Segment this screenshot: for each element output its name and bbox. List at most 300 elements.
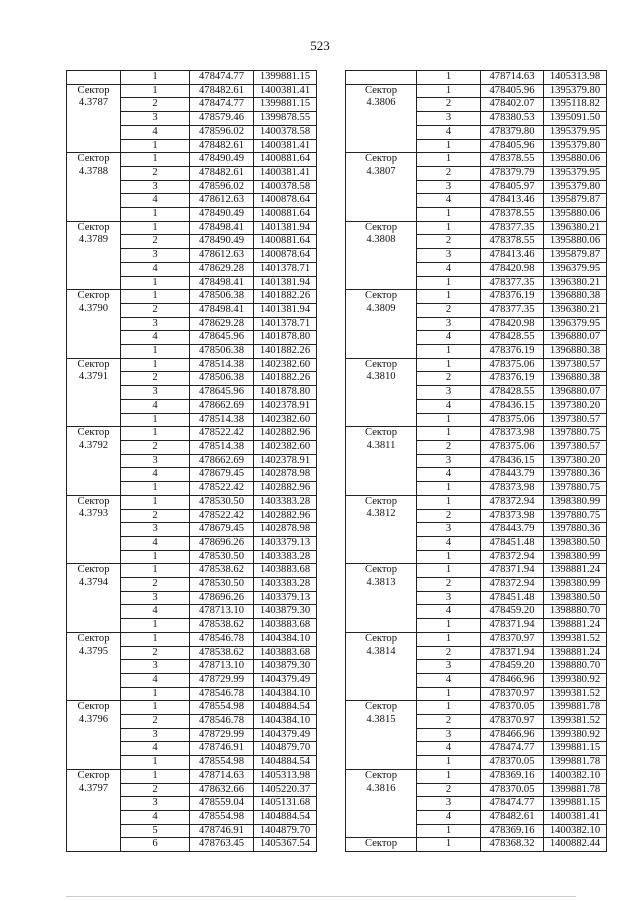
x-coordinate-cell: 478662.69: [190, 454, 254, 468]
table-row: [67, 358, 317, 372]
y-coordinate-cell: 1403883.68: [254, 564, 317, 578]
point-number-cell: 4: [417, 399, 481, 413]
x-coordinate-cell: 478370.05: [481, 701, 544, 715]
sector-name-cell: [346, 838, 417, 852]
x-coordinate-cell: 478645.96: [190, 386, 254, 400]
table-row: [67, 221, 317, 235]
sector-name-cell: [67, 495, 121, 564]
sector-number: 4.3788: [78, 165, 109, 177]
point-number-cell: 2: [417, 235, 481, 249]
point-number-cell: 4: [417, 673, 481, 687]
x-coordinate-cell: 478436.15: [481, 399, 544, 413]
y-coordinate-cell: 1405313.98: [254, 769, 317, 783]
point-number-cell: 1: [417, 358, 481, 372]
point-number-cell: 4: [417, 194, 481, 208]
point-number-cell: 2: [121, 303, 190, 317]
point-number-cell: 3: [121, 454, 190, 468]
point-number-cell: 1: [121, 769, 190, 783]
y-coordinate-cell: 1404384.10: [254, 687, 317, 701]
point-number-cell: 1: [121, 427, 190, 441]
y-coordinate-cell: 1403379.13: [254, 536, 317, 550]
x-coordinate-cell: 478554.98: [190, 701, 254, 715]
x-coordinate-cell: 478713.10: [190, 660, 254, 674]
sector-number: 4.3814: [366, 645, 396, 657]
point-number-cell: 1: [121, 632, 190, 646]
page-number: 523: [310, 38, 330, 53]
coordinates-table-right: [345, 70, 607, 852]
y-coordinate-cell: 1404379.49: [254, 728, 317, 742]
y-coordinate-cell: 1396380.21: [544, 221, 607, 235]
point-number-cell: 1: [417, 427, 481, 441]
x-coordinate-cell: 478629.28: [190, 262, 254, 276]
x-coordinate-cell: 478378.55: [481, 235, 544, 249]
y-coordinate-cell: 1404879.70: [254, 742, 317, 756]
x-coordinate-cell: 478371.94: [481, 564, 544, 578]
table-row: [67, 495, 317, 509]
x-coordinate-cell: 478428.55: [481, 386, 544, 400]
x-coordinate-cell: 478506.38: [190, 290, 254, 304]
point-number-cell: 1: [121, 276, 190, 290]
x-coordinate-cell: 478632.66: [190, 783, 254, 797]
point-number-cell: 4: [121, 536, 190, 550]
y-coordinate-cell: 1398880.70: [544, 660, 607, 674]
table-row: [346, 71, 607, 85]
x-coordinate-cell: 478451.48: [481, 536, 544, 550]
x-coordinate-cell: 478498.41: [190, 303, 254, 317]
point-number-cell: 1: [417, 84, 481, 98]
point-number-cell: 1: [121, 345, 190, 359]
point-number-cell: 3: [121, 728, 190, 742]
y-coordinate-cell: 1395379.80: [544, 180, 607, 194]
x-coordinate-cell: 478714.63: [190, 769, 254, 783]
y-coordinate-cell: 1397880.36: [544, 523, 607, 537]
x-coordinate-cell: 478378.55: [481, 153, 544, 167]
table-row: [67, 701, 317, 715]
point-number-cell: 4: [417, 125, 481, 139]
x-coordinate-cell: 478679.45: [190, 523, 254, 537]
y-coordinate-cell: 1395379.95: [544, 166, 607, 180]
y-coordinate-cell: 1398380.99: [544, 550, 607, 564]
point-number-cell: 3: [417, 180, 481, 194]
point-number-cell: 1: [417, 345, 481, 359]
x-coordinate-cell: 478376.19: [481, 372, 544, 386]
x-coordinate-cell: 478482.61: [481, 810, 544, 824]
x-coordinate-cell: 478482.61: [190, 84, 254, 98]
table-row: [346, 290, 607, 304]
point-number-cell: 2: [417, 372, 481, 386]
sector-label: Сектор: [365, 84, 397, 96]
x-coordinate-cell: 478579.46: [190, 112, 254, 126]
point-number-cell: 3: [121, 591, 190, 605]
point-number-cell: 2: [417, 715, 481, 729]
point-number-cell: 4: [417, 742, 481, 756]
sector-name-cell: [67, 358, 121, 427]
y-coordinate-cell: 1397380.20: [544, 454, 607, 468]
x-coordinate-cell: 478546.78: [190, 715, 254, 729]
y-coordinate-cell: 1401882.26: [254, 345, 317, 359]
table-row: [346, 495, 607, 509]
point-number-cell: 4: [417, 468, 481, 482]
y-coordinate-cell: 1395880.06: [544, 153, 607, 167]
point-number-cell: 1: [417, 619, 481, 633]
table-row: [346, 838, 607, 852]
x-coordinate-cell: 478546.78: [190, 632, 254, 646]
x-coordinate-cell: 478451.48: [481, 591, 544, 605]
table-row: [346, 358, 607, 372]
x-coordinate-cell: 478538.62: [190, 646, 254, 660]
x-coordinate-cell: 478420.98: [481, 317, 544, 331]
x-coordinate-cell: 478370.97: [481, 632, 544, 646]
y-coordinate-cell: 1404879.70: [254, 824, 317, 838]
y-coordinate-cell: 1399881.78: [544, 783, 607, 797]
x-coordinate-cell: 478375.06: [481, 440, 544, 454]
sector-label: Сектор: [365, 358, 397, 370]
y-coordinate-cell: 1397880.75: [544, 509, 607, 523]
x-coordinate-cell: 478662.69: [190, 399, 254, 413]
point-number-cell: 2: [121, 715, 190, 729]
x-coordinate-cell: 478596.02: [190, 180, 254, 194]
x-coordinate-cell: 478530.50: [190, 550, 254, 564]
x-coordinate-cell: 478373.98: [481, 427, 544, 441]
point-number-cell: 1: [417, 769, 481, 783]
point-number-cell: 4: [417, 331, 481, 345]
sector-number: 4.3809: [366, 302, 396, 314]
sector-number: 4.3792: [78, 439, 109, 451]
sector-label: Сектор: [77, 290, 110, 302]
y-coordinate-cell: 1405220.37: [254, 783, 317, 797]
x-coordinate-cell: 478405.97: [481, 180, 544, 194]
table-row: [346, 701, 607, 715]
point-number-cell: 1: [121, 550, 190, 564]
sector-number: 4.3810: [366, 371, 396, 383]
point-number-cell: 3: [121, 523, 190, 537]
x-coordinate-cell: 478420.98: [481, 262, 544, 276]
x-coordinate-cell: 478679.45: [190, 468, 254, 482]
sector-name-cell: [346, 221, 417, 290]
point-number-cell: 1: [417, 632, 481, 646]
y-coordinate-cell: 1395880.06: [544, 208, 607, 222]
point-number-cell: 1: [417, 153, 481, 167]
x-coordinate-cell: 478405.96: [481, 139, 544, 153]
x-coordinate-cell: 478559.04: [190, 797, 254, 811]
x-coordinate-cell: 478376.19: [481, 345, 544, 359]
coordinates-table-left: [66, 70, 317, 852]
y-coordinate-cell: 1395379.95: [544, 125, 607, 139]
sector-name-cell: [346, 153, 417, 222]
x-coordinate-cell: 478368.32: [481, 838, 544, 852]
y-coordinate-cell: 1402882.96: [254, 482, 317, 496]
point-number-cell: 1: [417, 687, 481, 701]
sector-label: Сектор: [365, 769, 397, 781]
y-coordinate-cell: 1398380.99: [544, 578, 607, 592]
point-number-cell: 2: [121, 235, 190, 249]
x-coordinate-cell: 478371.94: [481, 646, 544, 660]
x-coordinate-cell: 478372.94: [481, 550, 544, 564]
sector-name-cell: [346, 71, 417, 85]
x-coordinate-cell: 478506.38: [190, 372, 254, 386]
table-body-right: [346, 71, 607, 852]
point-number-cell: 4: [121, 262, 190, 276]
y-coordinate-cell: 1401381.94: [254, 221, 317, 235]
x-coordinate-cell: 478490.49: [190, 153, 254, 167]
y-coordinate-cell: 1401882.26: [254, 372, 317, 386]
point-number-cell: 1: [417, 756, 481, 770]
table-row: [346, 427, 607, 441]
y-coordinate-cell: 1399881.15: [544, 797, 607, 811]
x-coordinate-cell: 478378.55: [481, 208, 544, 222]
sector-name-cell: [346, 701, 417, 770]
x-coordinate-cell: 478522.42: [190, 427, 254, 441]
y-coordinate-cell: 1397380.57: [544, 440, 607, 454]
point-number-cell: 1: [121, 482, 190, 496]
x-coordinate-cell: 478490.49: [190, 208, 254, 222]
table-row: [67, 71, 317, 85]
y-coordinate-cell: 1395879.87: [544, 194, 607, 208]
x-coordinate-cell: 478696.26: [190, 591, 254, 605]
sector-label: Сектор: [365, 632, 397, 644]
y-coordinate-cell: 1401378.71: [254, 317, 317, 331]
y-coordinate-cell: 1404884.54: [254, 810, 317, 824]
y-coordinate-cell: 1401381.94: [254, 276, 317, 290]
point-number-cell: 2: [121, 372, 190, 386]
y-coordinate-cell: 1396380.21: [544, 276, 607, 290]
point-number-cell: 5: [121, 824, 190, 838]
sector-name-cell: [67, 769, 121, 851]
sector-label: Сектор: [365, 564, 397, 576]
x-coordinate-cell: 478413.46: [481, 249, 544, 263]
y-coordinate-cell: 1403379.13: [254, 591, 317, 605]
sector-label: Сектор: [77, 84, 110, 96]
sector-label: Сектор: [77, 701, 110, 713]
y-coordinate-cell: 1401882.26: [254, 290, 317, 304]
y-coordinate-cell: 1400382.10: [544, 769, 607, 783]
sector-number: 4.3791: [78, 371, 109, 383]
point-number-cell: 2: [417, 98, 481, 112]
sector-name-cell: [67, 564, 121, 633]
point-number-cell: 1: [417, 290, 481, 304]
x-coordinate-cell: 478482.61: [190, 139, 254, 153]
point-number-cell: 1: [417, 824, 481, 838]
y-coordinate-cell: 1401878.80: [254, 331, 317, 345]
y-coordinate-cell: 1399381.52: [544, 715, 607, 729]
table-row: [67, 769, 317, 783]
y-coordinate-cell: 1405313.98: [544, 71, 607, 85]
point-number-cell: 4: [417, 262, 481, 276]
sector-number: 4.3813: [366, 577, 396, 588]
y-coordinate-cell: 1398380.99: [544, 495, 607, 509]
x-coordinate-cell: 478466.96: [481, 673, 544, 687]
y-coordinate-cell: 1404884.54: [254, 701, 317, 715]
point-number-cell: 2: [417, 578, 481, 592]
x-coordinate-cell: 478554.98: [190, 756, 254, 770]
point-number-cell: 2: [121, 440, 190, 454]
point-number-cell: 1: [121, 413, 190, 427]
table-row: [346, 769, 607, 783]
y-coordinate-cell: 1396880.38: [544, 290, 607, 304]
y-coordinate-cell: 1403383.28: [254, 495, 317, 509]
x-coordinate-cell: 478443.79: [481, 468, 544, 482]
sector-name-cell: [67, 427, 121, 496]
y-coordinate-cell: 1400881.64: [254, 235, 317, 249]
point-number-cell: 2: [121, 578, 190, 592]
point-number-cell: 3: [417, 523, 481, 537]
sector-label: Сектор: [77, 564, 110, 576]
x-coordinate-cell: 478474.77: [190, 71, 254, 85]
point-number-cell: 4: [121, 125, 190, 139]
y-coordinate-cell: 1400878.64: [254, 194, 317, 208]
point-number-cell: 1: [417, 413, 481, 427]
sector-name-cell: [67, 153, 121, 222]
y-coordinate-cell: 1402382.60: [254, 413, 317, 427]
x-coordinate-cell: 478490.49: [190, 235, 254, 249]
point-number-cell: 1: [417, 71, 481, 85]
x-coordinate-cell: 478530.50: [190, 578, 254, 592]
sector-number: 4.3816: [366, 782, 396, 794]
x-coordinate-cell: 478696.26: [190, 536, 254, 550]
y-coordinate-cell: 1404384.10: [254, 715, 317, 729]
sector-label: Сектор: [365, 838, 397, 850]
y-coordinate-cell: 1402882.96: [254, 427, 317, 441]
x-coordinate-cell: 478474.77: [481, 742, 544, 756]
x-coordinate-cell: 478371.94: [481, 619, 544, 633]
sector-label: Сектор: [77, 153, 110, 165]
x-coordinate-cell: 478596.02: [190, 125, 254, 139]
y-coordinate-cell: 1398380.50: [544, 591, 607, 605]
sector-number: 4.3797: [78, 782, 109, 794]
point-number-cell: 2: [121, 509, 190, 523]
point-number-cell: 4: [417, 536, 481, 550]
y-coordinate-cell: 1402378.91: [254, 454, 317, 468]
point-number-cell: 3: [121, 180, 190, 194]
sector-label: Сектор: [365, 290, 397, 302]
y-coordinate-cell: 1403883.68: [254, 619, 317, 633]
y-coordinate-cell: 1403383.28: [254, 550, 317, 564]
y-coordinate-cell: 1400378.58: [254, 180, 317, 194]
sector-name-cell: [67, 632, 121, 701]
y-coordinate-cell: 1399381.52: [544, 687, 607, 701]
sector-label: Сектор: [365, 221, 397, 233]
sector-label: Сектор: [77, 358, 110, 370]
point-number-cell: 2: [417, 509, 481, 523]
sector-number: 4.3808: [366, 234, 396, 246]
x-coordinate-cell: 478482.61: [190, 166, 254, 180]
y-coordinate-cell: 1400381.41: [254, 166, 317, 180]
point-number-cell: 1: [417, 701, 481, 715]
sector-label: Сектор: [365, 153, 397, 165]
sector-name-cell: [346, 290, 417, 359]
point-number-cell: 6: [121, 838, 190, 852]
x-coordinate-cell: 478546.78: [190, 687, 254, 701]
point-number-cell: 3: [417, 591, 481, 605]
sector-name-cell: [346, 427, 417, 496]
y-coordinate-cell: 1403879.30: [254, 660, 317, 674]
sector-number: 4.3787: [78, 97, 109, 109]
point-number-cell: 1: [121, 619, 190, 633]
y-coordinate-cell: 1399881.15: [254, 71, 317, 85]
y-coordinate-cell: 1397380.20: [544, 399, 607, 413]
point-number-cell: 4: [417, 605, 481, 619]
point-number-cell: 4: [121, 468, 190, 482]
x-coordinate-cell: 478370.97: [481, 687, 544, 701]
x-coordinate-cell: 478413.46: [481, 194, 544, 208]
sector-name-cell: [67, 221, 121, 290]
y-coordinate-cell: 1398881.24: [544, 564, 607, 578]
point-number-cell: 2: [417, 303, 481, 317]
point-number-cell: 3: [121, 797, 190, 811]
point-number-cell: 1: [121, 84, 190, 98]
x-coordinate-cell: 478372.94: [481, 578, 544, 592]
point-number-cell: 1: [121, 495, 190, 509]
point-number-cell: 1: [417, 838, 481, 852]
y-coordinate-cell: 1404379.49: [254, 673, 317, 687]
x-coordinate-cell: 478729.99: [190, 673, 254, 687]
point-number-cell: 3: [417, 386, 481, 400]
table-row: [67, 84, 317, 98]
y-coordinate-cell: 1395879.87: [544, 249, 607, 263]
y-coordinate-cell: 1402882.96: [254, 509, 317, 523]
point-number-cell: 1: [121, 358, 190, 372]
y-coordinate-cell: 1397380.57: [544, 358, 607, 372]
point-number-cell: 2: [417, 166, 481, 180]
sector-number: 4.3796: [78, 714, 109, 726]
point-number-cell: 2: [417, 440, 481, 454]
y-coordinate-cell: 1395118.82: [544, 98, 607, 112]
sector-name-cell: [67, 701, 121, 770]
point-number-cell: 4: [121, 194, 190, 208]
x-coordinate-cell: 478522.42: [190, 509, 254, 523]
point-number-cell: 2: [121, 98, 190, 112]
table-row: [67, 427, 317, 441]
y-coordinate-cell: 1400381.41: [254, 139, 317, 153]
point-number-cell: 4: [121, 673, 190, 687]
point-number-cell: 3: [121, 317, 190, 331]
x-coordinate-cell: 478375.06: [481, 358, 544, 372]
y-coordinate-cell: 1403883.68: [254, 646, 317, 660]
table-body-left: [67, 71, 317, 852]
y-coordinate-cell: 1400381.41: [544, 810, 607, 824]
x-coordinate-cell: 478474.77: [190, 98, 254, 112]
x-coordinate-cell: 478402.07: [481, 98, 544, 112]
point-number-cell: 3: [121, 249, 190, 263]
y-coordinate-cell: 1396379.95: [544, 262, 607, 276]
sector-label: Сектор: [77, 495, 110, 507]
y-coordinate-cell: 1396880.38: [544, 345, 607, 359]
y-coordinate-cell: 1403383.28: [254, 578, 317, 592]
point-number-cell: 1: [121, 71, 190, 85]
y-coordinate-cell: 1395091.50: [544, 112, 607, 126]
y-coordinate-cell: 1400382.10: [544, 824, 607, 838]
x-coordinate-cell: 478514.38: [190, 358, 254, 372]
point-number-cell: 2: [121, 646, 190, 660]
y-coordinate-cell: 1402382.60: [254, 440, 317, 454]
y-coordinate-cell: 1402382.60: [254, 358, 317, 372]
x-coordinate-cell: 478373.98: [481, 482, 544, 496]
point-number-cell: 1: [121, 564, 190, 578]
table-row: [67, 632, 317, 646]
x-coordinate-cell: 478377.35: [481, 221, 544, 235]
x-coordinate-cell: 478746.91: [190, 824, 254, 838]
x-coordinate-cell: 478729.99: [190, 728, 254, 742]
y-coordinate-cell: 1399881.15: [544, 742, 607, 756]
sector-number: 4.3795: [78, 645, 109, 657]
x-coordinate-cell: 478538.62: [190, 619, 254, 633]
point-number-cell: 3: [121, 386, 190, 400]
point-number-cell: 1: [121, 139, 190, 153]
sector-number: 4.3806: [366, 97, 396, 109]
sector-number: 4.3793: [78, 508, 109, 520]
x-coordinate-cell: 478612.63: [190, 194, 254, 208]
point-number-cell: 4: [121, 399, 190, 413]
